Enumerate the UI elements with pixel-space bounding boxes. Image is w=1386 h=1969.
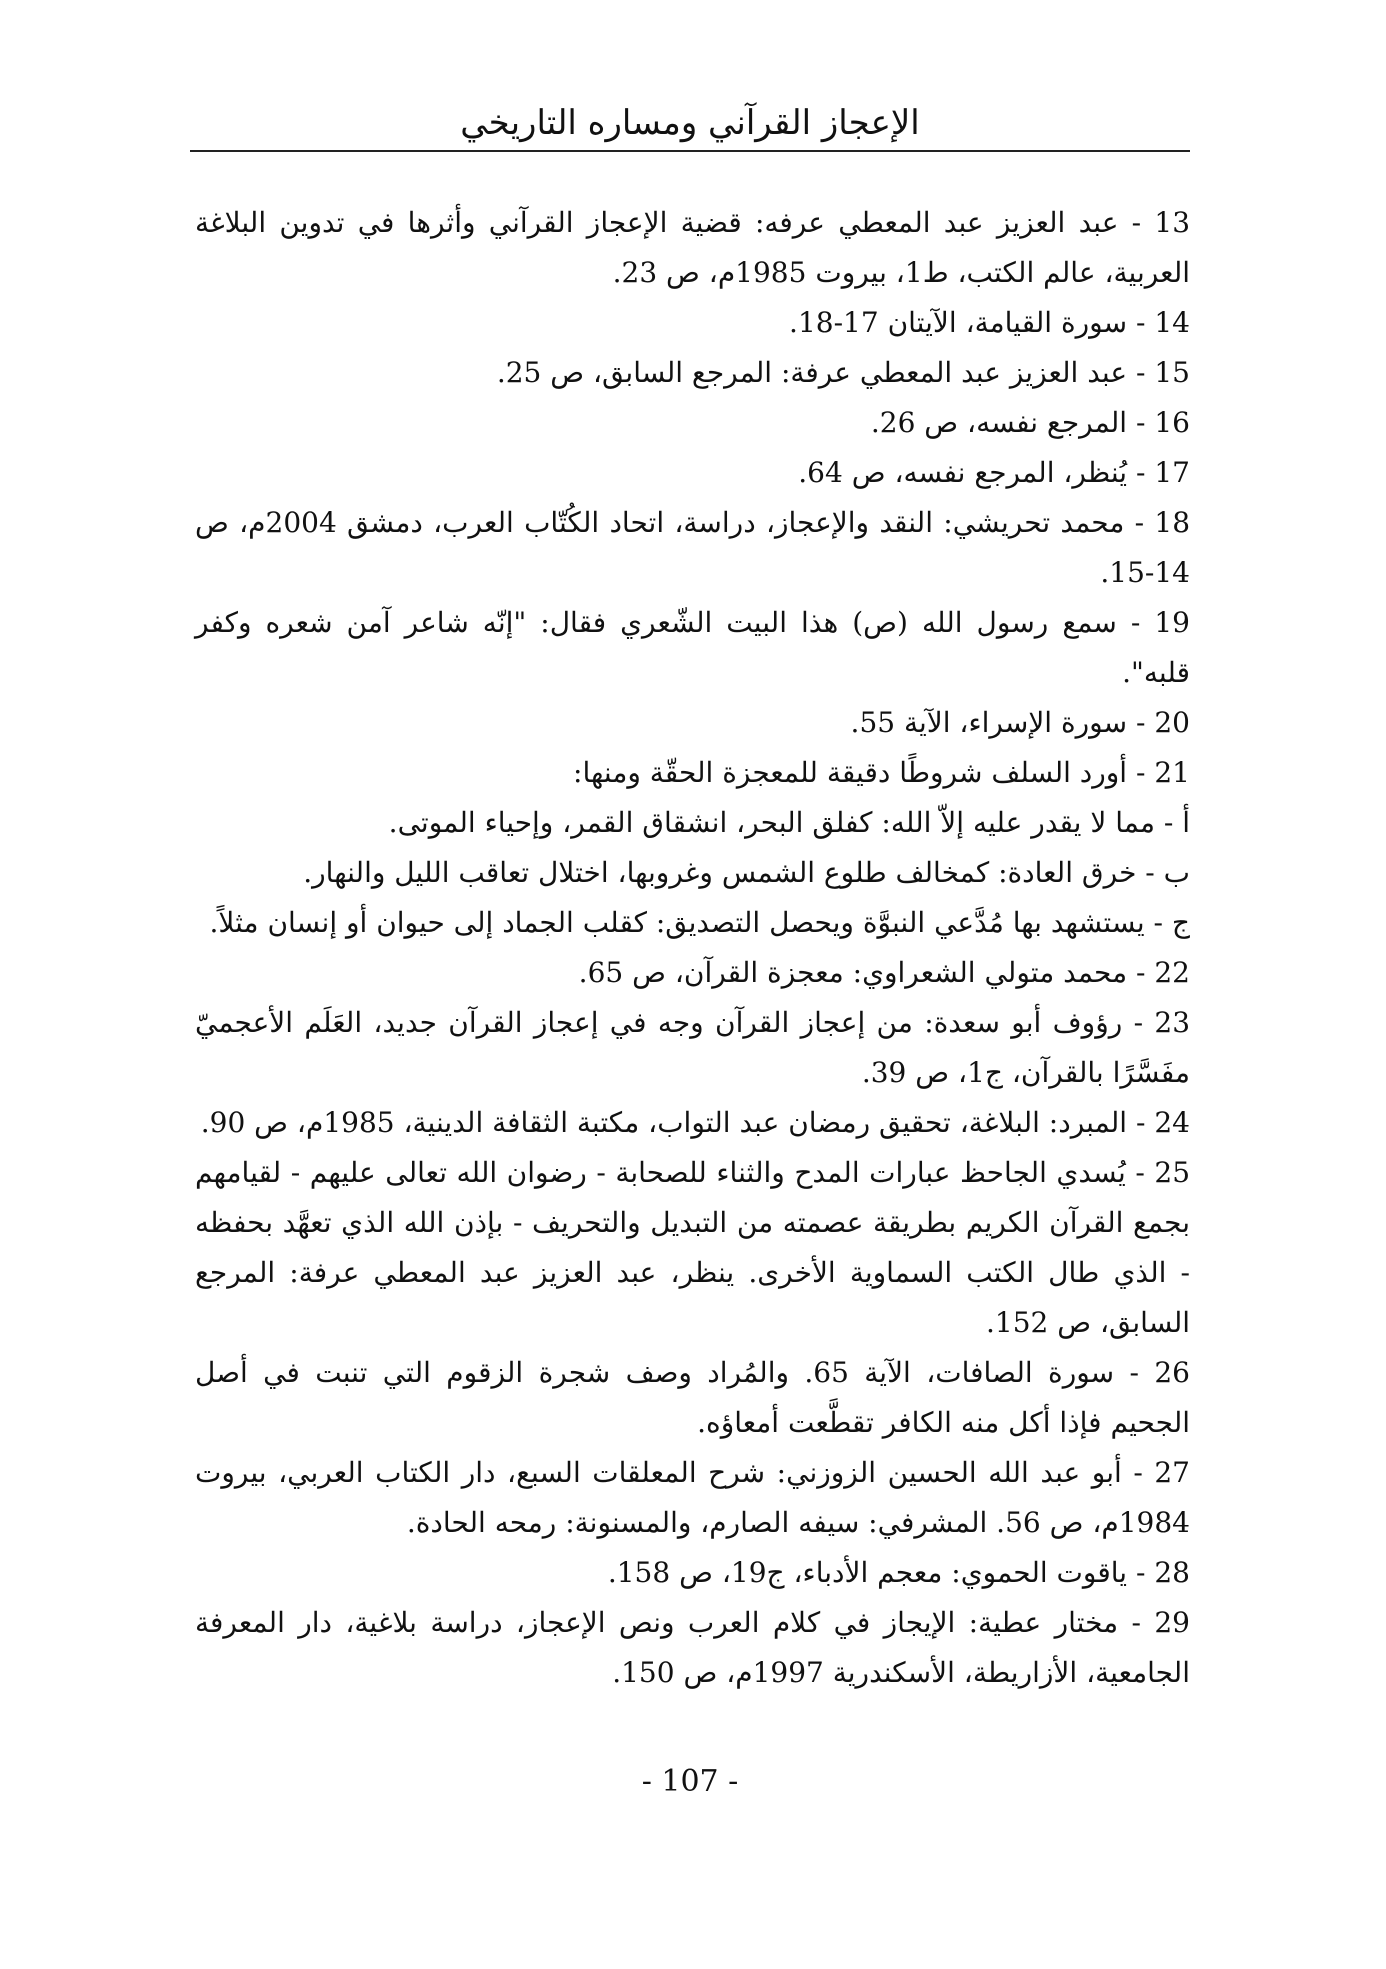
endnote-text: مختار عطية: الإيجاز في كلام العرب ونص الإعجاز، دراسة بلاغية، دار المعرفة الجامعية، الأزاريطة، الأسكندرية 1997م، ص 150. [195,1606,1190,1689]
endnote-number: 19 [1154,606,1190,639]
endnote-14: 14 - سورة القيامة، الآيتان 17-18. [789,306,1190,339]
endnote-subitem-letter: أ [1182,806,1190,839]
running-header-title: الإعجاز القرآني ومساره التاريخي [460,103,920,143]
endnote-text: يستشهد بها مُدَّعي النبوَّة ويحصل التصديق: كقلب الجماد إلى حيوان أو إنسان مثلاً. [209,906,1145,939]
endnote-text: أبو عبد الله الحسين الزوزني: شرح المعلقات السبع، دار الكتاب العربي، بيروت 1984م، ص 56. المشرفي: سيفه الصارم، والمسنونة: رمحه الحادة. [195,1456,1190,1539]
endnote-29: 29 - مختار عطية: الإيجاز في كلام العرب ونص الإعجاز، دراسة بلاغية، دار المعرفة الجامعية، الأزاريطة، الأسكندرية 1997م، ص 150. [195,1606,1190,1689]
page-number: - 107 - [641,1764,739,1799]
endnote-17: 17 - يُنظر، المرجع نفسه، ص 64. [798,456,1190,489]
endnote-subitem-letter: ب [1163,856,1190,889]
endnote-13: 13 - عبد العزيز عبد المعطي عرفه: قضية الإعجاز القرآني وأثرها في تدوين البلاغة العربية، عالم الكتب، ط1، بيروت 1985م، ص 23. [195,206,1191,289]
endnote-text: محمد متولي الشعراوي: معجزة القرآن، ص 65. [578,956,1128,989]
endnote-text: رؤوف أبو سعدة: من إعجاز القرآن وجه في إعجاز القرآن جديد، العَلَم الأعجميّ مفَسَّرًا بالقرآن، ج1، ص 39. [195,1006,1190,1089]
endnote-number: 16 [1154,406,1190,439]
endnote-text: سمع رسول الله (ص) هذا البيت الشّعري فقال: "إنّه شاعر آمن شعره وكفر قلبه". [195,606,1190,689]
endnote-text: أورد السلف شروطًا دقيقة للمعجزة الحقّة ومنها: [573,756,1128,789]
endnote-text: يُسدي الجاحظ عبارات المدح والثناء للصحابة - رضوان الله تعالى عليهم - لقيامهم بجمع القرآن الكريم بطريقة عصمته من التبديل والتحريف - بإذن الله الذي تعهَّد بحفظه - الذي طال الكتب السماوية الأخرى. ينظر، عبد العزيز عبد المعطي عرفة: المرجع السابق، ص 152. [195,1156,1190,1339]
endnote-text: سورة الصافات، الآية 65. والمُراد وصف شجرة الزقوم التي تنبت في أصل الجحيم فإذا أكل منه الكافر تقطَّعت أمعاؤه. [195,1356,1190,1439]
endnote-text: خرق العادة: كمخالف طلوع الشمس وغروبها، اختلال تعاقب الليل والنهار. [303,856,1137,889]
endnote-number: 22 [1154,956,1190,989]
endnote-number: 27 [1154,1456,1190,1489]
endnote-text: يُنظر، المرجع نفسه، ص 64. [798,456,1128,489]
endnote-number: 24 [1154,1106,1190,1139]
endnote-number: 28 [1154,1556,1190,1589]
endnote-number: 21 [1154,756,1190,789]
endnote-text: ياقوت الحموي: معجم الأدباء، ج19، ص 158. [607,1556,1128,1589]
header-divider [190,150,1190,152]
endnotes-list [195,198,1190,1698]
endnote-21-item-c: ج - يستشهد بها مُدَّعي النبوَّة ويحصل التصديق: كقلب الجماد إلى حيوان أو إنسان مثلاً. [209,906,1190,939]
endnote-number: 26 [1154,1356,1190,1389]
endnote-text: عبد العزيز عبد المعطي عرفة: المرجع السابق، ص 25. [496,356,1128,389]
endnote-number: 15 [1154,356,1190,389]
endnote-subitem-letter: ج [1171,906,1190,939]
endnote-text: المبرد: البلاغة، تحقيق رمضان عبد التواب، مكتبة الثقافة الدينية، 1985م، ص 90. [200,1106,1128,1139]
endnote-text: سورة الإسراء، الآية 55. [850,706,1128,739]
endnote-21-item-b: ب - خرق العادة: كمخالف طلوع الشمس وغروبها، اختلال تعاقب الليل والنهار. [303,856,1190,889]
endnote-22: 22 - محمد متولي الشعراوي: معجزة القرآن، ص 65. [578,956,1190,989]
endnote-text: عبد العزيز عبد المعطي عرفه: قضية الإعجاز القرآني وأثرها في تدوين البلاغة العربية، عالم الكتب، ط1، بيروت 1985م، ص 23. [195,206,1190,289]
endnote-21: 21 - أورد السلف شروطًا دقيقة للمعجزة الحقّة ومنها: [573,756,1190,789]
endnote-number: 23 [1154,1006,1191,1039]
endnote-23: 23 - رؤوف أبو سعدة: من إعجاز القرآن وجه في إعجاز القرآن جديد، العَلَم الأعجميّ مفَسَّرًا بالقرآن، ج1، ص 39. [195,1006,1191,1089]
endnote-number: 17 [1154,456,1190,489]
endnote-number: 20 [1154,706,1190,739]
endnote-24: 24 - المبرد: البلاغة، تحقيق رمضان عبد التواب، مكتبة الثقافة الدينية، 1985م، ص 90. [200,1106,1190,1139]
endnote-18: 18 - محمد تحريشي: النقد والإعجاز، دراسة، اتحاد الكُتّاب العرب، دمشق 2004م، ص 14-15. [195,506,1191,589]
endnote-16: 16 - المرجع نفسه، ص 26. [870,406,1190,439]
endnote-28: 28 - ياقوت الحموي: معجم الأدباء، ج19، ص 158. [607,1556,1190,1589]
endnote-19: 19 - سمع رسول الله (ص) هذا البيت الشّعري فقال: "إنّه شاعر آمن شعره وكفر قلبه". [195,606,1190,689]
endnote-20: 20 - سورة الإسراء، الآية 55. [850,706,1190,739]
endnote-number: 14 [1154,306,1190,339]
endnote-number: 18 [1154,506,1191,539]
endnote-21-item-a: أ - مما لا يقدر عليه إلاّ الله: كفلق البحر، انشقاق القمر، وإحياء الموتى. [388,806,1190,839]
endnote-text: سورة القيامة، الآيتان 17-18. [789,306,1128,339]
endnote-text: المرجع نفسه، ص 26. [870,406,1128,439]
endnote-text: مما لا يقدر عليه إلاّ الله: كفلق البحر، انشقاق القمر، وإحياء الموتى. [388,806,1155,839]
endnote-26: 26 - سورة الصافات، الآية 65. والمُراد وصف شجرة الزقوم التي تنبت في أصل الجحيم فإذا أكل منه الكافر تقطَّعت أمعاؤه. [195,1356,1190,1439]
endnote-number: 25 [1154,1156,1191,1189]
endnote-25: 25 - يُسدي الجاحظ عبارات المدح والثناء للصحابة - رضوان الله تعالى عليهم - لقيامهم بجمع القرآن الكريم بطريقة عصمته من التبديل والتحريف - بإذن الله الذي تعهَّد بحفظه - الذي طال الكتب السماوية الأخرى. ينظر، عبد العزيز عبد المعطي عرفة: المرجع السابق، ص 152. [195,1156,1191,1339]
endnote-number: 29 [1154,1606,1190,1639]
endnote-text: محمد تحريشي: النقد والإعجاز، دراسة، اتحاد الكُتّاب العرب، دمشق 2004م، ص 14-15. [195,506,1190,589]
endnote-15: 15 - عبد العزيز عبد المعطي عرفة: المرجع السابق، ص 25. [496,356,1190,389]
endnote-number: 13 [1154,206,1191,239]
endnote-27: 27 - أبو عبد الله الحسين الزوزني: شرح المعلقات السبع، دار الكتاب العربي، بيروت 1984م، ص 56. المشرفي: سيفه الصارم، والمسنونة: رمحه الحادة. [195,1456,1190,1539]
